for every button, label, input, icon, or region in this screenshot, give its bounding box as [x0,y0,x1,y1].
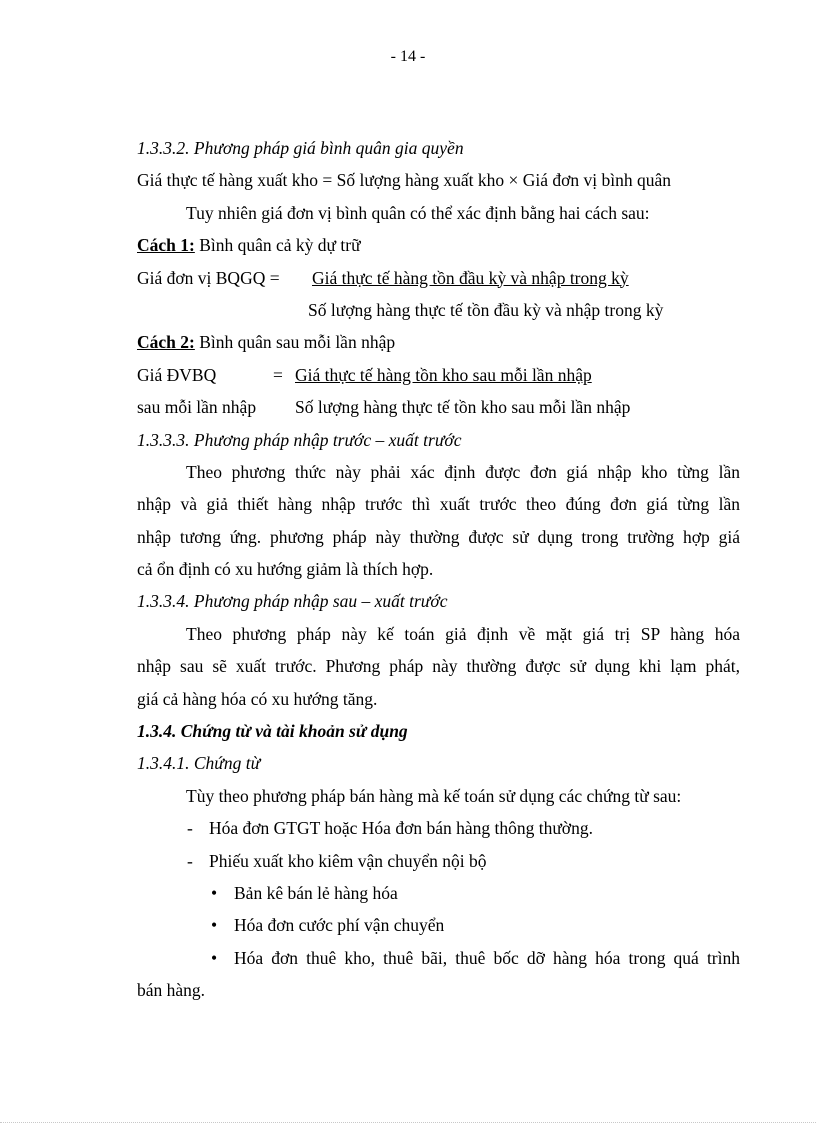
method-1-label: Cách 1: [137,235,195,256]
formula-bqgq-numerator-row [137,262,740,294]
bullet-icon: • [211,882,218,903]
method-1-text: Bình quân cả kỳ dự trữ [194,235,361,256]
bullet-list-item-text: Hóa đơn cước phí vận chuyển [234,915,445,936]
dash-list-item [137,812,740,844]
paragraph-fifo-line: nhập và giả thiết hàng nhập trước thì xuất trước theo đúng đơn giá từng lần [137,494,740,515]
formula-bqgq-lhs: Giá đơn vị BQGQ = [137,267,280,288]
formula-dvbq-denominator: Số lượng hàng thực tế tồn kho sau mỗi lần nhập [295,397,631,418]
formula-bqgq-denominator-row [137,294,740,326]
paragraph-lifo-line: giá cả hàng hóa có xu hướng tăng. [137,688,378,709]
method-2-label: Cách 2: [137,332,195,353]
document-body [137,132,740,1007]
method-2-line [137,326,740,358]
documents-intro: Tùy theo phương pháp bán hàng mà kế toán sử dụng các chứng từ sau: [186,785,682,806]
section-heading-1-3-3-2: 1.3.3.2. Phương pháp giá bình quân gia quyền [137,138,464,158]
section-heading-1-3-4: 1.3.4. Chứng từ và tài khoản sử dụng [137,721,408,742]
dash-marker: - [187,818,193,839]
method-1-line [137,229,740,261]
bullet-list-item [137,909,740,941]
formula-dvbq-denominator-row [137,391,740,423]
formula-bqgq-numerator: Giá thực tế hàng tồn đầu kỳ và nhập trong kỳ [312,267,629,288]
bullet-list-item [137,942,740,974]
bullet-icon: • [211,915,218,936]
method-2-text: Bình quân sau mỗi lần nhập [194,332,396,353]
formula-main: Giá thực tế hàng xuất kho = Số lượng hàng xuất kho × Giá đơn vị bình quân [137,170,672,191]
bullet-list-item-text: Bản kê bán lẻ hàng hóa [234,882,398,903]
paragraph-fifo-line: cả ổn định có xu hướng giảm là thích hợp. [137,559,434,580]
bullet-icon: • [211,947,218,968]
formula-dvbq-lhs-line2: sau mỗi lần nhập [137,397,257,418]
formula-bqgq-denominator: Số lượng hàng thực tế tồn đầu kỳ và nhập trong kỳ [308,299,664,320]
dash-list-item-text: Hóa đơn GTGT hoặc Hóa đơn bán hàng thông thường. [209,818,593,839]
section-heading-1-3-3-4: 1.3.3.4. Phương pháp nhập sau – xuất trước [137,591,448,612]
paragraph-lifo-line: nhập sau sẽ xuất trước. Phương pháp này thường được sử dụng khi lạm phát, [137,656,740,677]
formula-dvbq-lhs: Giá ĐVBQ [137,364,217,385]
dash-list-item-text: Phiếu xuất kho kiêm vận chuyển nội bộ [209,850,487,871]
section-heading-1-3-3-3: 1.3.3.3. Phương pháp nhập trước – xuất trước [137,429,462,450]
formula-dvbq-numerator-row [137,359,740,391]
bullet-list-item-continuation: bán hàng. [137,980,206,1001]
section-heading-1-3-4-1: 1.3.4.1. Chứng từ [137,753,261,774]
formula-dvbq-numerator: Giá thực tế hàng tồn kho sau mỗi lần nhập [295,364,592,385]
paragraph-lifo-line: Theo phương pháp này kế toán giả định về mặt giá trị SP hàng hóa [186,623,740,644]
page-number: - 14 - [390,48,426,65]
bullet-list-item [137,877,740,909]
paragraph-fifo-line: Theo phương thức này phải xác định được đơn giá nhập kho từng lần [186,461,740,482]
formula-dvbq-equals: = [273,364,283,385]
dash-list-item [137,845,740,877]
paragraph-fifo-line: nhập tương ứng. phương pháp này thường được sử dụng trong trường hợp giá [137,526,740,547]
dash-marker: - [187,850,193,871]
methods-intro: Tuy nhiên giá đơn vị bình quân có thể xác định bằng hai cách sau: [186,202,650,223]
bullet-list-item-text: Hóa đơn thuê kho, thuê bãi, thuê bốc dỡ hàng hóa trong quá trình [234,947,740,968]
